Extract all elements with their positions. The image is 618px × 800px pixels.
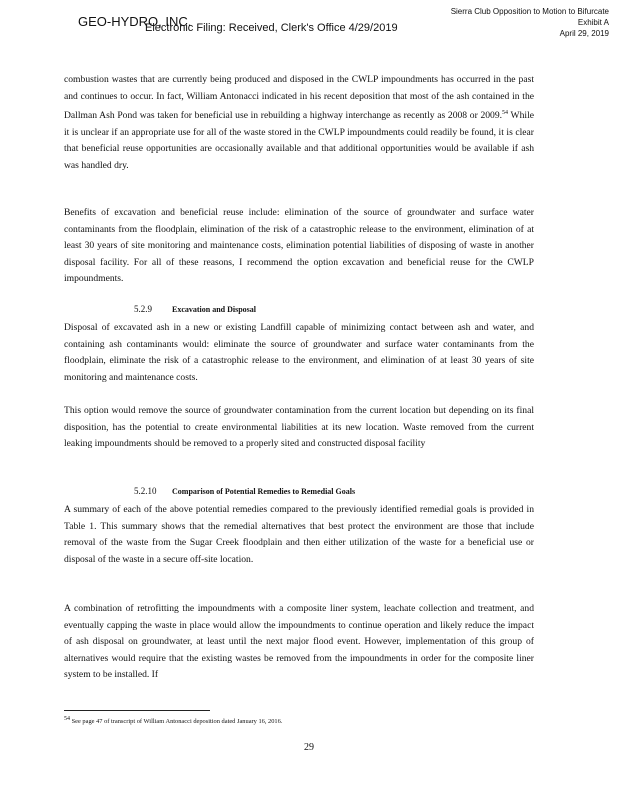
section-number: 5.2.9: [134, 304, 152, 314]
filing-stamp: Electronic Filing: Received, Clerk's Office 4/29/2019: [145, 22, 398, 34]
exhibit-caption: [404, 6, 609, 39]
footnote: [64, 716, 282, 725]
section-heading-5-2-9: [134, 304, 256, 314]
page-number: 29: [304, 742, 314, 753]
section-heading-5-2-10: [134, 486, 355, 496]
paragraph-retrofit-combination: [64, 601, 534, 684]
section-title: Comparison of Potential Remedies to Remedial Goals: [172, 487, 356, 496]
paragraph-text: This option would remove the source of groundwater contamination from the current location but depending on its final disposition, has the potential to create environmental liabilities at its new location. Waste removed from the current leaking impoundments should be removed to a properly sited and constructed disposal facility: [64, 405, 534, 449]
paragraph-text: combustion wastes that are currently being produced and disposed in the CWLP impoundments has occurred in the past and continues to occur. In fact, William Antonacci indicated in his recent deposition that most of the ash contained in the Dallman Ash Pond was taken for beneficial use in rebuilding a highway interchange as recently as 2008 or 2009.: [64, 74, 534, 122]
paragraph-disposal: [64, 320, 534, 386]
exhibit-caption-line2: Exhibit A: [577, 18, 609, 27]
paragraph-text: A combination of retrofitting the impoundments with a composite liner system, leachate collection and treatment, and eventually capping the waste in place would allow the impoundments to continue operation and likely reduce the impact of ash disposal on groundwater, at least until the next major flood event. However, implementation of this group of alternatives would require that the existing wastes be removed from the impoundments in order for the composite liner system to be installed. If: [64, 603, 534, 680]
footnote-divider: [64, 710, 210, 711]
paragraph-removal-option: [64, 403, 534, 453]
paragraph-text-continued: While it is unclear if an appropriate use for all of the waste stored in the CWLP impoundments could readily be found, it is clear that beneficial reuse opportunities are occasionally available and that additional opportunities would be available if ash was handled dry.: [64, 110, 534, 171]
paragraph-text: Benefits of excavation and beneficial reuse include: elimination of the source of groundwater and surface water contaminants from the floodplain, elimination of the risk of a catastrophic release to the environment, elimination of at least 30 years of site monitoring and maintenance costs, elimination potential liabilities of disposing of waste in another disposal facility. For all of these reasons, I recommend the option excavation and beneficial reuse for the CWLP impoundments.: [64, 207, 534, 284]
section-title: Excavation and Disposal: [172, 305, 257, 314]
exhibit-caption-line1: Sierra Club Opposition to Motion to Bifurcate: [450, 7, 609, 16]
exhibit-caption-line3: April 29, 2019: [559, 29, 609, 38]
company-name: GEO-HYDRO, INC.: [78, 14, 192, 29]
paragraph-text: A summary of each of the above potential remedies compared to the previously identified remedial goals is provided in Table 1. This summary shows that the remedial alternatives that best protect the environment are those that include removal of the waste from the Sugar Creek floodplain and then either utilization of the waste for a beneficial use or disposal of the waste in a secure off-site location.: [64, 504, 534, 565]
footnote-ref: 54: [502, 110, 509, 116]
paragraph-reuse-history: [64, 72, 534, 174]
paragraph-text: Disposal of excavated ash in a new or existing Landfill capable of minimizing contact between ash and water, and containing ash contaminants would: eliminate the source of groundwater and surface water contaminants from the floodplain, eliminate the risk of a catastrophic release to the environment, and elimination of at least 30 years of site monitoring and maintenance costs.: [64, 322, 534, 383]
paragraph-comparison-summary: [64, 502, 534, 568]
footnote-mark: 54: [64, 716, 70, 722]
paragraph-benefits: [64, 205, 534, 288]
section-number: 5.2.10: [134, 486, 157, 496]
footnote-text: See page 47 of transcript of William Antonacci deposition dated January 16, 2016.: [70, 718, 283, 726]
